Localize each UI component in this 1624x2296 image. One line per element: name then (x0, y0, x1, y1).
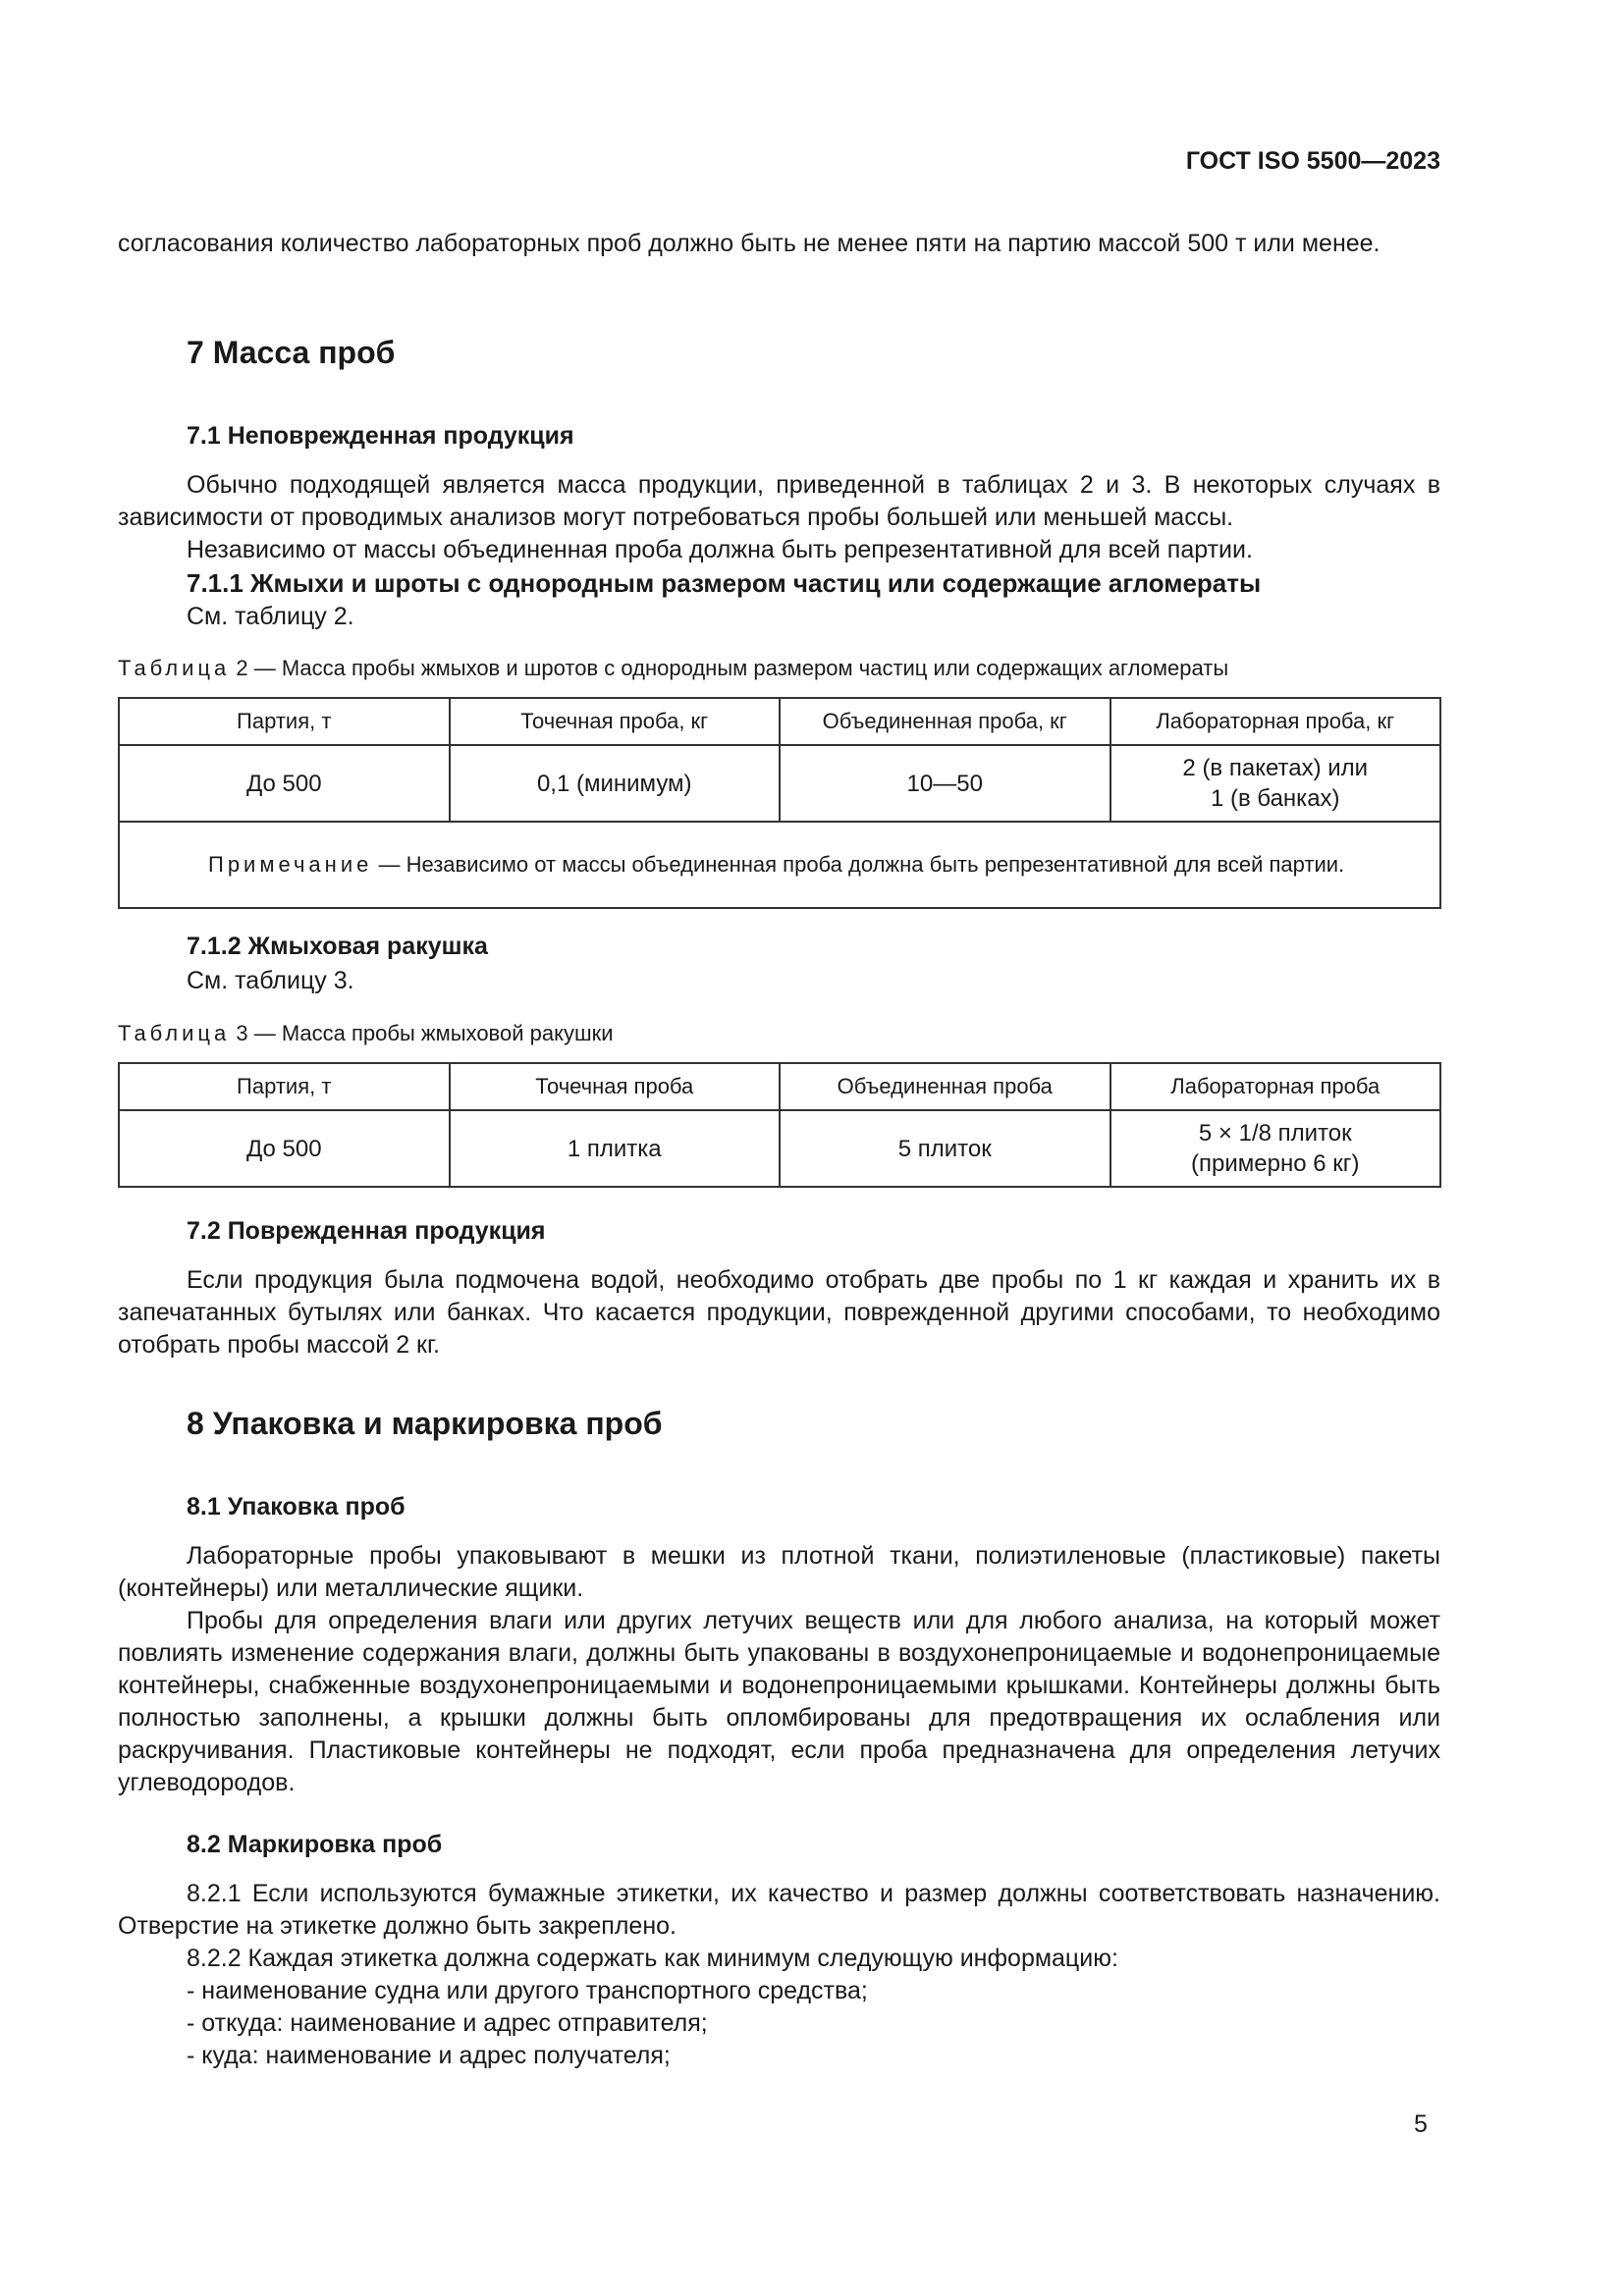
label-info-list (187, 1975, 1440, 2072)
table-2-cell: 10—50 (780, 745, 1110, 822)
section-8-1-body (118, 1540, 1440, 1799)
section-7-1-title: 7.1 Неповрежденная продукция (187, 422, 574, 450)
table-2-header-cell: Объединенная проба, кг (780, 698, 1110, 745)
table-2-cell (1110, 745, 1441, 822)
list-item: - наименование судна или другого транспортного средства; (187, 1977, 868, 2004)
table-3-cell (1110, 1110, 1441, 1187)
section-7-1-2-table-ref: См. таблицу 3. (187, 967, 354, 994)
table-3-caption (118, 1021, 614, 1046)
table-2-data-row (119, 745, 1440, 822)
section-8-1-paragraph-2: Пробы для определения влаги или других летучих веществ или для любого анализа, на который может повлиять изменение содержания влаги, должны быть упакованы в воздухонепроницаемые и водонепроницаемые контейнеры, снабженные воздухонепроницаемыми и водонепроницаемыми крышками. Контейнеры должны быть полностью заполнены, а крышки должны быть опломбированы для предотвращения их ослабления или раскручивания. Пластиковые контейнеры не подходят, если проба предназначена для определения летучих углеводородов. (118, 1607, 1440, 1796)
section-8-2-body (118, 1878, 1440, 1975)
document-code-header: ГОСТ ISO 5500—2023 (1185, 147, 1440, 175)
table-2-note-label: Примечание (208, 852, 373, 877)
table-2-cell-line: 1 (в банках) (1210, 785, 1340, 812)
list-item: - откуда: наименование и адрес отправителя; (187, 2009, 708, 2037)
table-2-cell: До 500 (119, 745, 450, 822)
table-3-header-cell: Партия, т (119, 1063, 450, 1110)
table-3-header-row (119, 1063, 1440, 1110)
section-7-title: 7 Масса проб (187, 335, 396, 370)
table-3-cell: 5 плиток (780, 1110, 1110, 1187)
table-2-caption-text: 2 — Масса пробы жмыхов и шротов с однородным размером частиц или содержащих агломераты (236, 656, 1229, 680)
section-7-1-1-title: 7.1.1 Жмыхи и шроты с однородным размером частиц или содержащие агломераты (187, 568, 1262, 598)
table-2-header-cell: Точечная проба, кг (450, 698, 781, 745)
section-8-2-title: 8.2 Маркировка проб (187, 1831, 443, 1858)
section-7-2-title: 7.2 Поврежденная продукция (187, 1217, 546, 1245)
section-7-1-body (118, 469, 1440, 566)
table-3-header-cell: Лабораторная проба (1110, 1063, 1441, 1110)
table-3-caption-text: 3 — Масса пробы жмыховой ракушки (236, 1021, 614, 1045)
page-number: 5 (1414, 2110, 1428, 2138)
section-8-2-2-paragraph: 8.2.2 Каждая этикетка должна содержать как минимум следующую информацию: (187, 1945, 1118, 1972)
table-2-caption-label: Таблица (118, 656, 231, 680)
list-item: - куда: наименование и адрес получателя; (187, 2042, 671, 2069)
table-3-cell: До 500 (119, 1110, 450, 1187)
table-2-note (119, 822, 1440, 908)
table-3-cell-line: (примерно 6 кг) (1191, 1150, 1360, 1177)
section-7-1-1-table-ref: См. таблицу 2. (187, 603, 354, 630)
section-8-1-paragraph-1: Лабораторные пробы упаковывают в мешки из плотной ткани, полиэтиленовые (пластиковые) пакеты (контейнеры) или металлические ящики. (118, 1542, 1440, 1602)
table-2-note-row (119, 822, 1440, 908)
continuation-paragraph: согласования количество лабораторных проб должно быть не менее пяти на партию массой 500 т или менее. (118, 230, 1380, 257)
section-8-title: 8 Упаковка и маркировка проб (187, 1406, 663, 1441)
table-2-header-cell: Лабораторная проба, кг (1110, 698, 1441, 745)
section-7-1-paragraph-1: Обычно подходящей является масса продукции, приведенной в таблицах 2 и 3. В некоторых случаях в зависимости от проводимых анализов могут потребоваться пробы большей или меньшей массы. (118, 471, 1440, 531)
table-3-header-cell: Точечная проба (450, 1063, 781, 1110)
table-3-header-cell: Объединенная проба (780, 1063, 1110, 1110)
table-2-header-row (119, 698, 1440, 745)
table-2 (118, 697, 1441, 909)
table-2-caption (118, 656, 1228, 681)
table-2-cell: 0,1 (минимум) (450, 745, 781, 822)
table-3-cell: 1 плитка (450, 1110, 781, 1187)
section-7-1-paragraph-2: Независимо от массы объединенная проба должна быть репрезентативной для всей партии. (187, 536, 1253, 563)
section-7-1-2-title: 7.1.2 Жмыховая ракушка (187, 933, 488, 960)
section-7-2-paragraph: Если продукция была подмочена водой, необходимо отобрать две пробы по 1 кг каждая и хранить их в запечатанных бутылях или банках. Что касается продукции, поврежденной другими способами, то необходимо отобрать пробы массой 2 кг. (118, 1266, 1440, 1359)
table-2-cell-line: 2 (в пакетах) или (1182, 755, 1369, 781)
table-2-header-cell: Партия, т (119, 698, 450, 745)
table-3-caption-label: Таблица (118, 1021, 231, 1045)
table-3-data-row (119, 1110, 1440, 1187)
table-3 (118, 1062, 1441, 1188)
table-3-cell-line: 5 × 1/8 плиток (1198, 1120, 1352, 1147)
section-8-1-title: 8.1 Упаковка проб (187, 1493, 406, 1521)
table-2-note-text: — Независимо от массы объединенная проба должна быть репрезентативной для всей партии. (372, 852, 1345, 877)
section-8-2-1-paragraph: 8.2.1 Если используются бумажные этикетки, их качество и размер должны соответствовать назначению. Отверстие на этикетке должно быть закреплено. (118, 1880, 1440, 1940)
